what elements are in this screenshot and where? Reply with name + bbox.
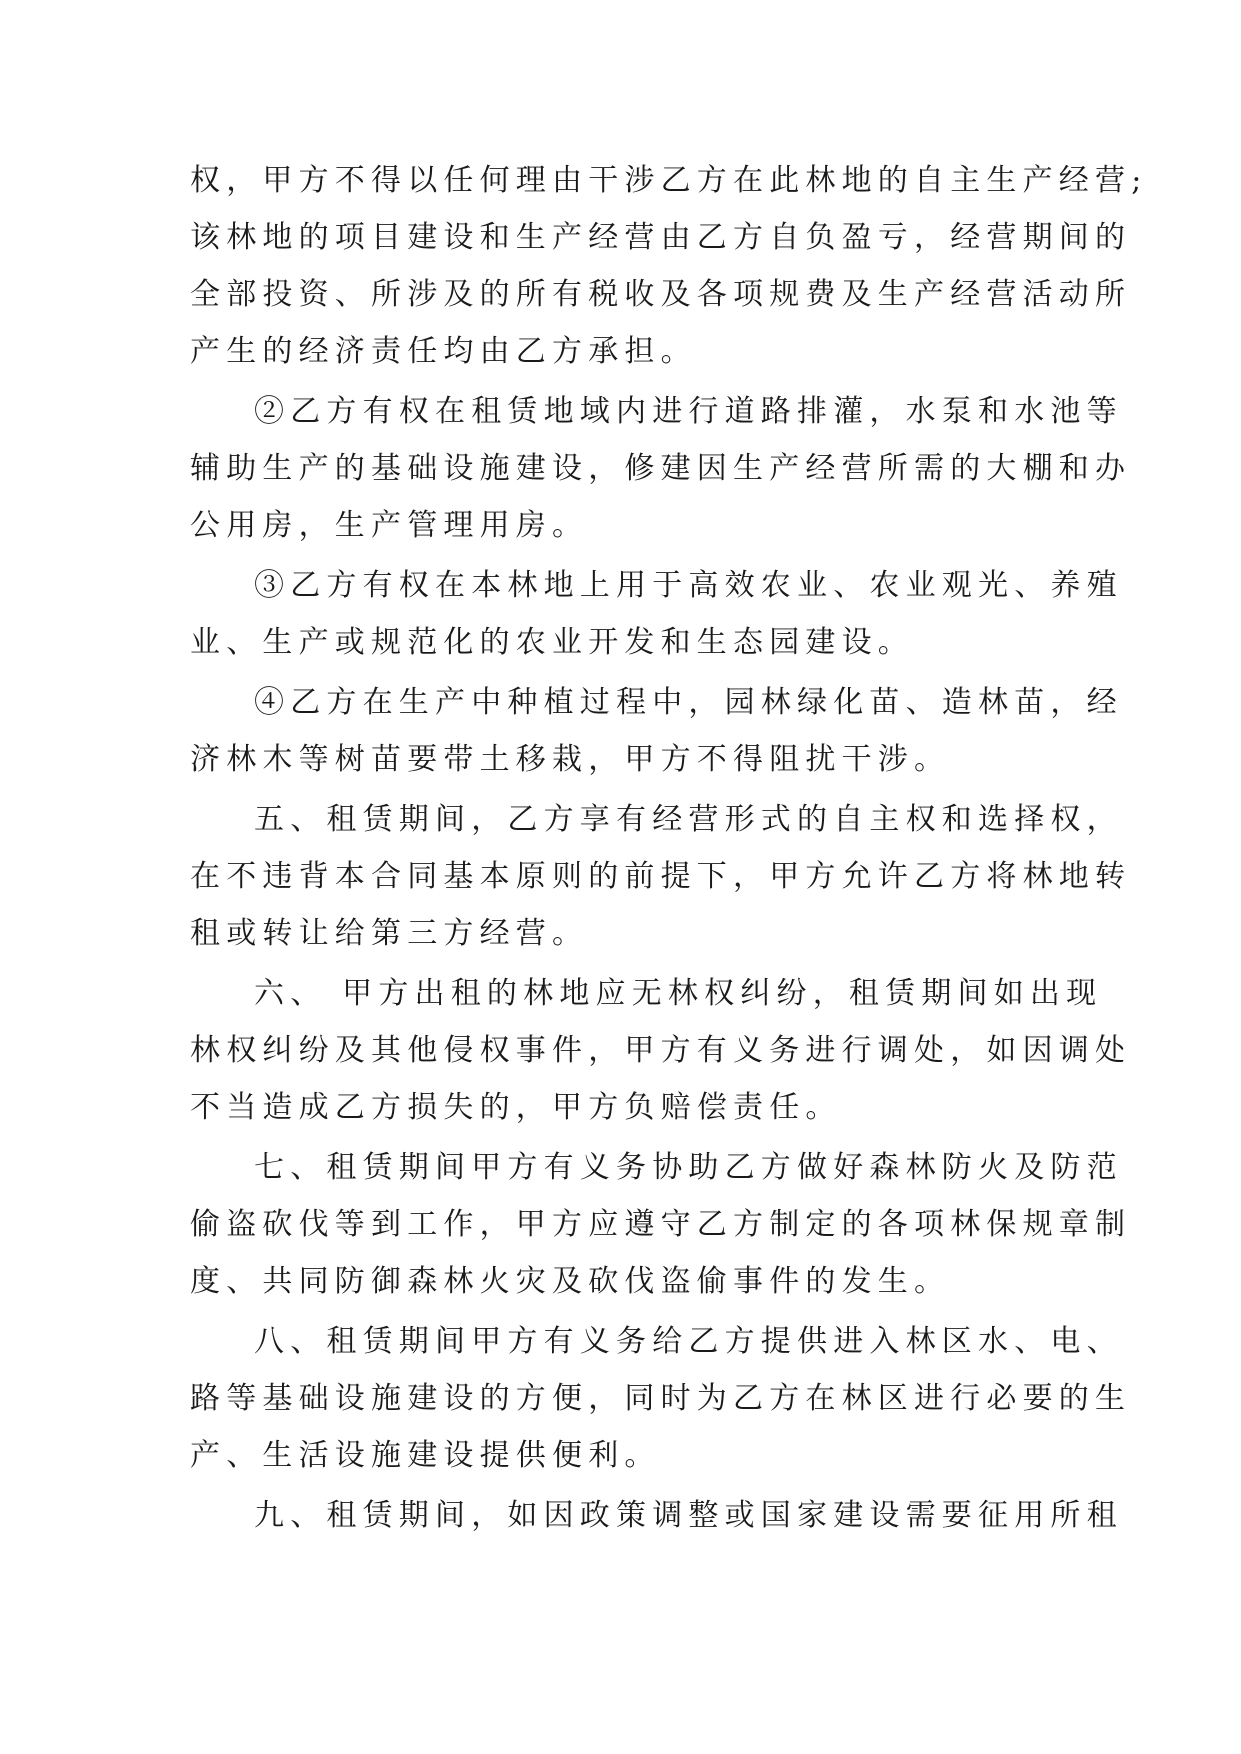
text-line: 该林地的项目建设和生产经营由乙方自负盈亏，经营期间的 [190, 220, 1132, 255]
text-line: 不当造成乙方损失的，甲方负赔偿责任。 [190, 1090, 842, 1125]
text-line: 六、 甲方出租的林地应无林权纠纷，租赁期间如出现 [254, 976, 1103, 1011]
text-line: 产、生活设施建设提供便利。 [190, 1438, 661, 1473]
text-line: ③乙方有权在本林地上用于高效农业、农业观光、养殖 [254, 568, 1123, 603]
text-line: 八、租赁期间甲方有义务给乙方提供进入林区水、电、 [254, 1324, 1123, 1359]
document-body [190, 152, 1148, 1547]
paragraph-clause-6 [190, 965, 1132, 1136]
text-line: 公用房，生产管理用房。 [190, 508, 589, 543]
text-line: 产生的经济责任均由乙方承担。 [190, 334, 697, 369]
paragraph-item-4 [190, 674, 1123, 788]
paragraph-clause-9 [190, 1487, 1123, 1544]
text-line: 五、租赁期间，乙方享有经营形式的自主权和选择权， [254, 802, 1123, 837]
paragraph-item-3 [190, 557, 1123, 671]
text-line: 济林木等树苗要带土移栽，甲方不得阻扰干涉。 [190, 742, 951, 777]
paragraph-clause-5 [190, 791, 1132, 962]
text-line: 七、租赁期间甲方有义务协助乙方做好森林防火及防范 [254, 1150, 1123, 1185]
text-line: 路等基础设施建设的方便，同时为乙方在林区进行必要的生 [190, 1381, 1132, 1416]
paragraph-item-2 [190, 383, 1132, 554]
text-line: 度、共同防御森林火灾及砍伐盗偷事件的发生。 [190, 1264, 951, 1299]
text-line: 在不违背本合同基本原则的前提下，甲方允许乙方将林地转 [190, 859, 1132, 894]
text-line: 租或转让给第三方经营。 [190, 916, 589, 951]
text-line: 全部投资、所涉及的所有税收及各项规费及生产经营活动所 [190, 277, 1132, 312]
text-line: 权，甲方不得以任何理由干涉乙方在此林地的自主生产经营; [190, 163, 1148, 198]
text-line: 林权纠纷及其他侵权事件，甲方有义务进行调处，如因调处 [190, 1033, 1132, 1068]
text-line: ④乙方在生产中种植过程中，园林绿化苗、造林苗，经 [254, 685, 1123, 720]
text-line: 偷盗砍伐等到工作，甲方应遵守乙方制定的各项林保规章制 [190, 1207, 1132, 1242]
paragraph-rights-continued [190, 152, 1148, 380]
text-line: 辅助生产的基础设施建设，修建因生产经营所需的大棚和办 [190, 451, 1132, 486]
paragraph-clause-7 [190, 1139, 1132, 1310]
text-line: 业、生产或规范化的农业开发和生态园建设。 [190, 625, 914, 660]
text-line: ②乙方有权在租赁地域内进行道路排灌，水泵和水池等 [254, 394, 1123, 429]
text-line: 九、租赁期间，如因政策调整或国家建设需要征用所租 [254, 1498, 1123, 1533]
paragraph-clause-8 [190, 1313, 1132, 1484]
